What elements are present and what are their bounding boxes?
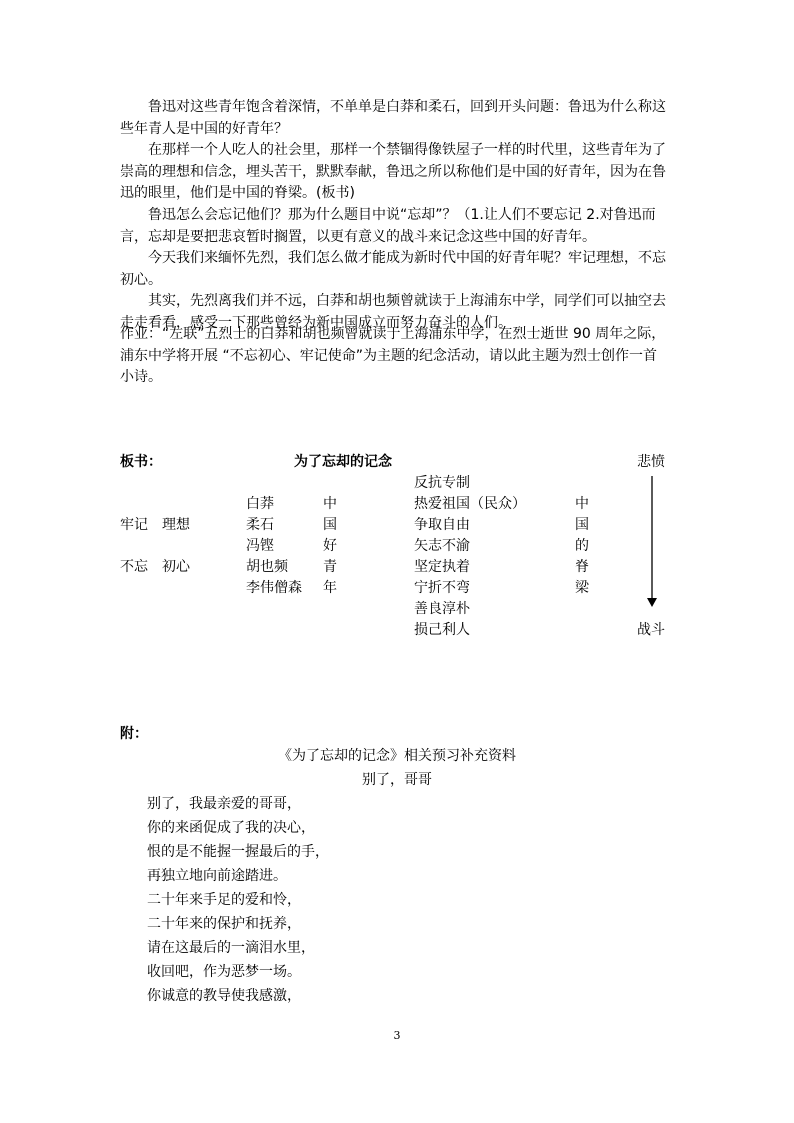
poem-line: 收回吧，作为恶梦一场。 (147, 964, 301, 980)
down-arrow-icon (640, 476, 664, 610)
board-good-youth-char: 好 (323, 538, 337, 554)
homework-paragraph: 作业：“左联”五烈士的白莽和胡也频曾就读于上海浦东中学，在烈士逝世 90 周年之际，浦东中学将开展 “不忘初心、牢记使命”为主题的纪念活动，请以此主题为烈士创作一首小诗。 (120, 326, 666, 385)
board-left-row-2: 不忘 初心 (120, 559, 190, 575)
appendix-title: 《为了忘却的记念》相关预习补充资料 (278, 748, 516, 764)
board-backbone-char: 中 (575, 496, 589, 512)
paragraph-1: 鲁迅对这些青年饱含着深情，不单单是白莽和柔石，回到开头问题：鲁迅为什么称这些年青人是中国的好青年？ (120, 99, 666, 137)
board-quality: 损己利人 (414, 622, 470, 638)
poem-line: 二十年来的保护和抚养， (147, 916, 301, 932)
board-good-youth-char: 中 (323, 496, 337, 512)
board-quality: 矢志不渝 (414, 538, 470, 554)
board-name: 白莽 (246, 496, 274, 512)
paragraph-2: 在那样一个人吃人的社会里，那样一个禁锢得像铁屋子一样的时代里，这些青年为了崇高的理想和信念，埋头苦干，默默奉献，鲁迅之所以称他们是中国的好青年，因为在鲁迅的眼里，他们是中国的脊梁。(板书) (120, 142, 666, 201)
poem-line: 恨的是不能握一握最后的手， (147, 844, 329, 860)
appendix-label: 附： (120, 726, 148, 742)
poem-line: 请在这最后的一滴泪水里， (147, 940, 315, 956)
board-backbone-char: 的 (575, 538, 589, 554)
poem-line: 再独立地向前途踏进。 (147, 868, 287, 884)
paragraph-4: 今天我们来缅怀先烈，我们怎么做才能成为新时代中国的好青年呢？牢记理想，不忘初心。 (120, 250, 666, 288)
board-quality: 坚定执着 (414, 559, 470, 575)
page-number: 3 (393, 1029, 401, 1042)
paragraph-5: 其实，先烈离我们并不远，白莽和胡也频曾就读于上海浦东中学，同学们可以抽空去走走看看，感受一下那些曾经为新中国成立而努力奋斗的人们。 (120, 293, 666, 331)
board-quality: 宁折不弯 (414, 580, 470, 596)
paragraph-3: 鲁迅怎么会忘记他们？那为什么题目中说“忘却”？（1.让人们不要忘记 2.对鲁迅而言，忘却是要把悲哀暂时搁置，以更有意义的战斗来记念这些中国的好青年。 (120, 207, 656, 245)
board-quality: 反抗专制 (414, 475, 470, 491)
board-quality: 争取自由 (414, 517, 470, 533)
board-good-youth-char: 青 (323, 559, 337, 575)
board-name: 胡也频 (246, 559, 288, 575)
poem-line: 你的来函促成了我的决心， (147, 820, 315, 836)
board-quality: 善良淳朴 (414, 601, 470, 617)
board-name: 柔石 (246, 517, 274, 533)
poem-title: 别了，哥哥 (362, 772, 432, 788)
board-left-row-1: 牢记 理想 (120, 517, 190, 533)
board-good-youth-char: 国 (323, 517, 337, 533)
board-name: 冯铿 (246, 538, 274, 554)
board-quality: 热爱祖国（民众） (414, 496, 526, 512)
poem-line: 你诚意的教导使我感激， (147, 988, 301, 1004)
poem-line: 二十年来手足的爱和怜， (147, 892, 301, 908)
board-backbone-char: 梁 (575, 580, 589, 596)
board-name: 李伟僧森 (246, 580, 302, 596)
poem-line: 别了，我最亲爱的哥哥， (147, 796, 301, 812)
board-top-right: 悲愤 (637, 454, 665, 470)
board-backbone-char: 脊 (575, 559, 589, 575)
board-label: 板书： (120, 454, 162, 470)
board-good-youth-char: 年 (323, 580, 337, 596)
board-backbone-char: 国 (575, 517, 589, 533)
board-title: 为了忘却的记念 (294, 454, 392, 470)
board-bottom-right: 战斗 (637, 622, 665, 638)
